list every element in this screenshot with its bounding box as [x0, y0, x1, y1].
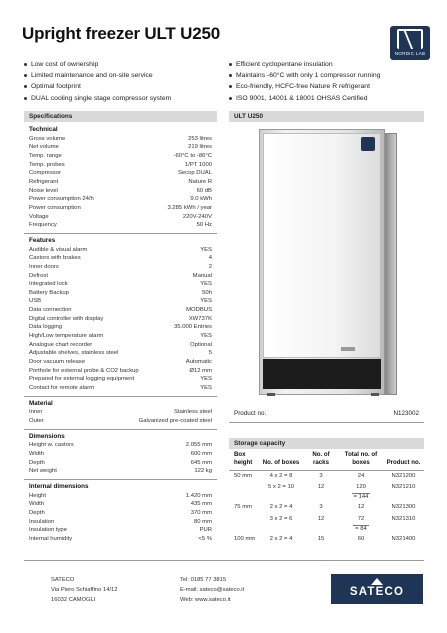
freezer-image: [229, 123, 424, 403]
spec-label: Internal humidity: [29, 535, 73, 542]
spec-row: [24, 500, 217, 509]
total-sum: = 144: [353, 494, 369, 501]
table-cell: N321200: [391, 473, 416, 479]
spec-row: [24, 221, 217, 230]
spec-row: [24, 272, 217, 281]
table-row: [229, 502, 424, 513]
footer-address: [51, 575, 118, 605]
spec-row: [24, 161, 217, 170]
spec-value: XW737K: [188, 315, 212, 322]
spec-value: 219 litres: [188, 144, 212, 151]
table-cell: 50 mm: [234, 473, 253, 479]
total-sum: = 84: [355, 525, 367, 532]
spec-label: Integrated lock: [29, 281, 68, 288]
spec-value: 9.0 kWh: [190, 196, 212, 203]
spec-row: [24, 297, 217, 306]
table-row: [229, 471, 424, 483]
table-cell: N321310: [391, 515, 416, 522]
spec-value: YES: [200, 333, 212, 340]
spec-label: Data connection: [29, 307, 72, 314]
spec-value: 2: [208, 263, 212, 270]
table-cell: 15: [317, 535, 325, 542]
product-number-label: Product no.: [234, 410, 267, 417]
spec-row: [24, 204, 217, 213]
section-divider: [24, 429, 217, 430]
spec-value: 3.285 kWh / year: [167, 204, 212, 211]
spec-row: [24, 367, 217, 376]
spec-row: [24, 341, 217, 350]
section-divider: [24, 479, 217, 480]
spec-value: 5: [208, 350, 212, 357]
email-address: E-mail: sateco@sateco.it: [180, 587, 245, 593]
company-name: SATECO: [51, 577, 75, 583]
sateco-mark-icon: [371, 578, 383, 585]
spec-row: [24, 263, 217, 272]
spec-row: [24, 332, 217, 341]
spec-label: Gross volume: [29, 135, 66, 142]
spec-value: -60°C to -86°C: [173, 152, 212, 159]
column-header: No. of boxes: [259, 450, 303, 471]
spec-value: Manual: [192, 272, 212, 279]
spec-value: Stainless steel: [174, 409, 212, 416]
spec-label: Frequency: [29, 222, 57, 229]
spec-label: Depth: [29, 459, 45, 466]
spec-row: [24, 375, 217, 384]
storage-capacity-header: Storage capacity: [229, 438, 424, 449]
website: Web: www.sateco.it: [180, 597, 231, 603]
spec-row: [24, 459, 217, 468]
spec-row: [24, 358, 217, 367]
specifications-header: Specifications: [24, 111, 217, 122]
spec-row: [24, 417, 217, 426]
spec-label: Compressor: [29, 170, 62, 177]
table-cell: 60: [357, 535, 365, 542]
column-header: No. of racks: [303, 450, 339, 471]
spec-value: 122 kg: [194, 468, 212, 475]
spec-value: 80 mm: [193, 518, 212, 525]
spec-value: PUR: [199, 527, 212, 534]
spec-label: Digital controller with display: [29, 315, 104, 322]
bullet-item: Efficient cyclopentane insulation: [229, 59, 380, 70]
spec-label: Insulation type: [29, 527, 67, 534]
spec-row: [24, 135, 217, 144]
table-row: [229, 482, 424, 493]
spec-value: <5 %: [198, 535, 212, 542]
table-cell: [339, 525, 383, 534]
table-cell: 12: [317, 515, 325, 522]
spec-row: [24, 152, 217, 161]
spec-row: [24, 384, 217, 393]
table-row: [229, 514, 424, 525]
table-cell: 3 x 2 = 6: [269, 515, 293, 522]
spec-label: Net weight: [29, 468, 57, 475]
spec-label: Height w. castors: [29, 442, 74, 449]
spec-label: Voltage: [29, 213, 49, 220]
spec-label: Defrost: [29, 272, 48, 279]
table-cell: 5 x 2 = 10: [267, 484, 295, 491]
spec-row: [24, 315, 217, 324]
table-cell: 4 x 2 = 8: [269, 473, 293, 479]
footer-contact: [180, 575, 244, 605]
spec-label: Battery Backup: [29, 289, 69, 296]
column-header: Box height: [229, 450, 259, 471]
table-cell: [303, 525, 339, 534]
table-cell: N321300: [391, 504, 416, 511]
section-heading: Technical: [29, 126, 58, 133]
sateco-logo-text: SATECO: [349, 586, 405, 598]
spec-value: 4: [208, 255, 212, 262]
spec-row: [24, 492, 217, 501]
table-cell: [383, 493, 424, 502]
spec-value: Automatic: [185, 359, 212, 366]
spec-label: Depth: [29, 509, 45, 516]
table-cell: 75 mm: [234, 504, 253, 511]
table-cell: [383, 525, 424, 534]
spec-value: 600 mm: [190, 450, 212, 457]
feature-bullets-right: [229, 59, 380, 104]
table-cell: N321210: [391, 484, 416, 491]
spec-value: 50 Hz: [196, 222, 212, 229]
section-heading: Features: [29, 236, 56, 244]
table-cell: N321400: [391, 535, 416, 542]
spec-value: YES: [200, 246, 212, 253]
spec-value: 645 mm: [190, 459, 212, 466]
bullet-item: Maintains -60°C with only 1 compressor running: [229, 70, 380, 81]
feature-bullets-left: [24, 59, 171, 104]
spec-label: Outer: [29, 418, 44, 424]
table-cell: [229, 493, 259, 502]
spec-row: [24, 509, 217, 518]
spec-row: [24, 349, 217, 358]
table-cell: 24: [357, 473, 365, 479]
spec-row: [24, 450, 217, 459]
spec-label: Audible & visual alarm: [29, 246, 88, 253]
spec-label: Width: [29, 450, 45, 457]
spec-row: [24, 289, 217, 298]
spec-label: Adjustable shelves, stainless steel: [29, 350, 119, 357]
table-cell: 3: [319, 473, 323, 479]
spec-label: Temp. probes: [29, 161, 65, 168]
table-row: [229, 534, 424, 545]
spec-label: Temp. range: [29, 152, 62, 159]
brand-badge-icon: [361, 137, 375, 151]
table-cell: 72: [357, 515, 365, 522]
footer-divider: [24, 560, 424, 561]
spec-label: Porthole for external probe & CO2 backup: [29, 367, 139, 374]
spec-value: 60 dB: [196, 187, 212, 194]
spec-value: MODBUS: [186, 307, 212, 314]
spec-label: Height: [29, 492, 47, 499]
spec-label: Castors with brakes: [29, 255, 81, 262]
spec-value: YES: [200, 298, 212, 305]
spec-label: Inner doors: [29, 263, 59, 270]
n-letter-icon: [397, 29, 423, 49]
city-address: 16032 CAMOGLI: [51, 597, 96, 603]
spec-value: 253 litres: [188, 135, 212, 142]
bullet-item: ISO 9001, 14001 & 18001 OHSAS Certified: [229, 93, 380, 104]
spec-label: High/Low temperature alarm: [29, 333, 104, 340]
section-divider: [24, 396, 217, 397]
divider: [229, 422, 424, 423]
table-cell: [229, 514, 259, 525]
spec-label: Insulation: [29, 518, 55, 525]
spec-row: [24, 526, 217, 535]
spec-row: [24, 441, 217, 450]
table-row: [229, 525, 424, 534]
bullet-item: DUAL cooling single stage compressor system: [24, 93, 171, 104]
product-panel-header: ULT U250: [229, 111, 424, 122]
spec-row: [24, 178, 217, 187]
spec-value: YES: [200, 281, 212, 288]
table-cell: [303, 493, 339, 502]
spec-label: Noise level: [29, 187, 58, 194]
spec-value: Secop DUAL: [177, 170, 212, 177]
spec-label: Power consumption: [29, 204, 81, 211]
section-heading: Dimensions: [29, 432, 65, 440]
bullet-item: Low cost of ownership: [24, 59, 171, 70]
spec-label: Power consumption 24/h: [29, 196, 94, 203]
table-row: [229, 493, 424, 502]
spec-value: 2.055 mm: [185, 442, 212, 449]
spec-row: [24, 280, 217, 289]
spec-row: [24, 518, 217, 527]
column-header: Product no.: [383, 450, 424, 471]
spec-row: [24, 213, 217, 222]
spec-row: [24, 246, 217, 255]
spec-label: Refrigerant: [29, 178, 59, 185]
street-address: Via Piero Schiaffino 14/12: [51, 587, 118, 593]
storage-capacity-table: [229, 450, 424, 545]
table-cell: 12: [317, 484, 325, 491]
section-heading: Internal dimensions: [29, 482, 89, 490]
spec-label: Contact for remote alarm: [29, 385, 95, 392]
spec-value: 1/PT 1000: [184, 161, 212, 168]
spec-row: [24, 306, 217, 315]
spec-value: Optional: [190, 341, 212, 348]
table-cell: 2 x 2 = 4: [269, 504, 293, 511]
spec-row: [24, 187, 217, 196]
product-number-row: [229, 410, 424, 417]
spec-row: [24, 254, 217, 263]
table-cell: [259, 493, 303, 502]
sateco-logo: [331, 574, 423, 604]
spec-label: Inner: [29, 409, 43, 416]
spec-label: Door vacuum release: [29, 359, 85, 366]
spec-row: [24, 467, 217, 476]
spec-value: YES: [200, 385, 212, 392]
table-cell: 100 mm: [234, 535, 256, 542]
section-divider: [24, 233, 217, 234]
column-header: Total no. of boxes: [339, 450, 383, 471]
table-cell: [229, 482, 259, 493]
spec-value: 220V-240V: [182, 213, 212, 220]
spec-row: [24, 323, 217, 332]
bullet-item: Optimal footprint: [24, 81, 171, 92]
spec-row: [24, 535, 217, 544]
spec-value: Ø12 mm: [189, 367, 212, 374]
nordic-lab-logo: [390, 26, 430, 60]
table-cell: [259, 525, 303, 534]
spec-row: [24, 195, 217, 204]
spec-value: 35.000 Entries: [174, 324, 212, 331]
spec-value: 1.420 mm: [185, 492, 212, 499]
bullet-item: Eco-friendly, HCFC-free Nature R refrigerant: [229, 81, 380, 92]
spec-label: Net volume: [29, 144, 59, 151]
bullet-item: Limited maintenance and on-site service: [24, 70, 171, 81]
table-cell: [339, 493, 383, 502]
spec-value: YES: [200, 376, 212, 383]
table-cell: 2 x 2 = 4: [269, 535, 293, 542]
spec-label: Prepared for external logging equipment: [29, 376, 135, 383]
specifications-table: [24, 123, 217, 544]
table-cell: 12: [357, 504, 365, 511]
spec-value: 50h: [202, 289, 212, 296]
spec-row: [24, 169, 217, 178]
spec-value: Nature R: [188, 178, 212, 185]
spec-value: 370 mm: [190, 509, 212, 516]
product-number-value: N123002: [393, 410, 419, 417]
logo-text: NORDIC LAB: [394, 51, 426, 56]
spec-row: [24, 408, 217, 417]
spec-label: Data logging: [29, 324, 63, 331]
spec-row: [24, 143, 217, 152]
spec-label: USB: [29, 298, 42, 305]
spec-value: 435 mm: [190, 501, 212, 508]
spec-label: Analogue chart recorder: [29, 341, 93, 348]
spec-value: Galvanized pre-coated steel: [138, 418, 212, 424]
spec-label: Width: [29, 501, 45, 508]
table-cell: 3: [319, 504, 323, 511]
page-title: Upright freezer ULT U250: [22, 24, 220, 43]
section-heading: Material: [29, 399, 53, 407]
table-cell: [229, 525, 259, 534]
phone-number: Tel: 0185 77 3815: [180, 577, 227, 583]
table-cell: 120: [356, 484, 366, 491]
